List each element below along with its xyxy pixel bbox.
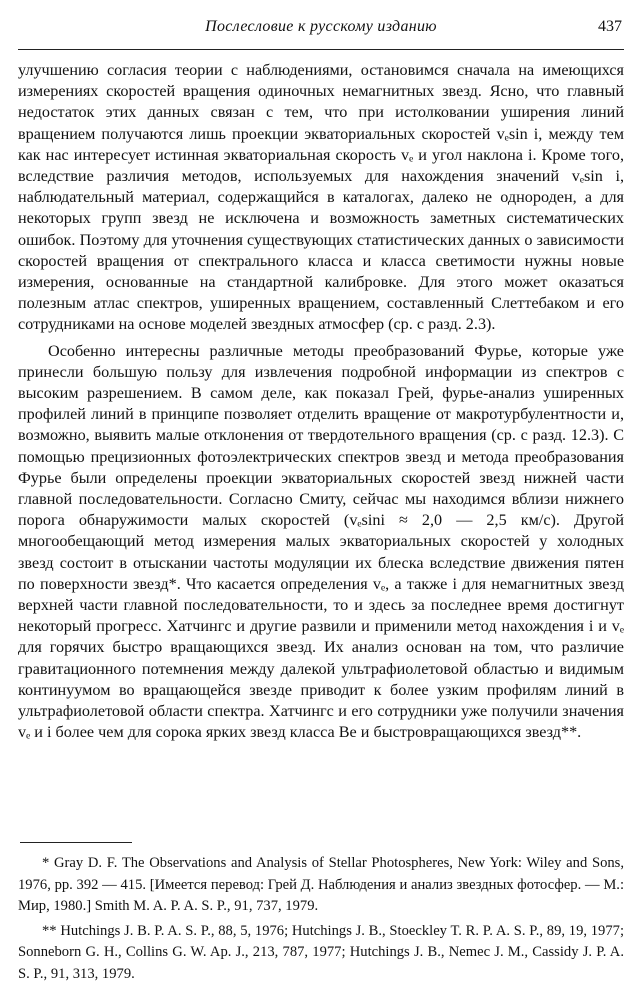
running-head	[20, 18, 622, 42]
footnote-1: * Gray D. F. The Observations and Analysis of Stellar Photospheres, New York: Wiley and Sons, 1976, pp. 392 — 415. [Имеется перевод: Грей Д. Наблюдения и анализ звездных фотосфер. — М.: Мир, 1980.] Smith M. A. P. A. S. P., 91, 737, 1979.	[18, 855, 624, 914]
paragraph-2: Особенно интересны различные методы преобразований Фурье, которые уже принесли большую пользу для извлечения подробной информации из спектров с высоким разрешением. В самом деле, как показал Грей, фурье-анализ уширенных профилей линий в принципе позволяет отделить вращение от макротурбулентности и, возможно, выявить малые отклонения от твердотельного вращения (ср. с разд. 12.3). С помощью прецизионных фотоэлектрических спектров звезд и метода преобразования Фурье были определены проекции экваториальных скоростей звезд нижней части главной последовательности. Согласно Смиту, сейчас мы находимся вблизи нижнего порога обнаружимости малых скоростей (vₑsini ≈ 2,0 — 2,5 км/с). Другой многообещающий метод измерения малых экваториальных скоростей у холодных звезд состоит в отыскании частоты модуляции их блеска вследствие движения пятен по поверхности звезд*. Что касается определения vₑ, а также i для немагнитных звезд верхней части главной последовательности, то и здесь за последнее время достигнут некоторый прогресс. Хатчингс и другие развили и применили метод нахождения i и vₑ для горячих быстро вращающихся звезд. Их анализ основан на том, что различие гравитационного потемнения между далекой ультрафиолетовой областью и видимым континуумом во вращающейся звезде приводит к более узким профилям линий в ультрафиолетовой области спектра. Хатчингс и его сотрудники уже получили значения vₑ и i более чем для сорока ярких звезд класса Be и быстровращающихся звезд**.	[18, 341, 624, 742]
footnote-rule	[20, 842, 132, 843]
header-rule	[18, 49, 624, 50]
body-text	[18, 60, 624, 744]
page-number: 437	[598, 18, 622, 35]
running-head-title: Послесловие к русскому изданию	[205, 18, 437, 35]
footnote-2: ** Hutchings J. B. P. A. S. P., 88, 5, 1976; Hutchings J. B., Stoeckley T. R. P. A. S. P., 89, 19, 1977; Sonneborn G. H., Collins G. W. Ap. J., 213, 787, 1977; Hutchings J. B., Nemec J. M., Cassidy J. P. A. S. P., 91, 313, 1979.	[18, 922, 624, 982]
paragraph-1: улучшению согласия теории с наблюдениями, остановимся сначала на имеющихся измерениях скоростей вращения одиночных немагнитных звезд. Ясно, что главный недостаток этих данных связан с тем, что при истолковании уширения линий вращением получаются лишь проекции экваториальных скоростей vₑsin i, между тем как нас интересует истинная экваториальная скорость vₑ и угол наклона i. Кроме того, вследствие различия методов, используемых для нахождения значений vₑsin i, наблюдательный материал, содержащийся в каталогах, далеко не однороден, а для некоторых групп звезд не исключена и возможность заметных систематических ошибок. Поэтому для уточнения существующих статистических данных о зависимости скоростей вращения от спектрального класса и класса светимости нужны новые измерения, основанные на стандартной калибровке. Для этого может оказаться полезным атлас спектров, уширенных вращением, составленный Слеттебаком и его сотрудниками на основе моделей звездных атмосфер (ср. с разд. 2.3).	[18, 61, 624, 334]
footnotes	[18, 853, 624, 985]
